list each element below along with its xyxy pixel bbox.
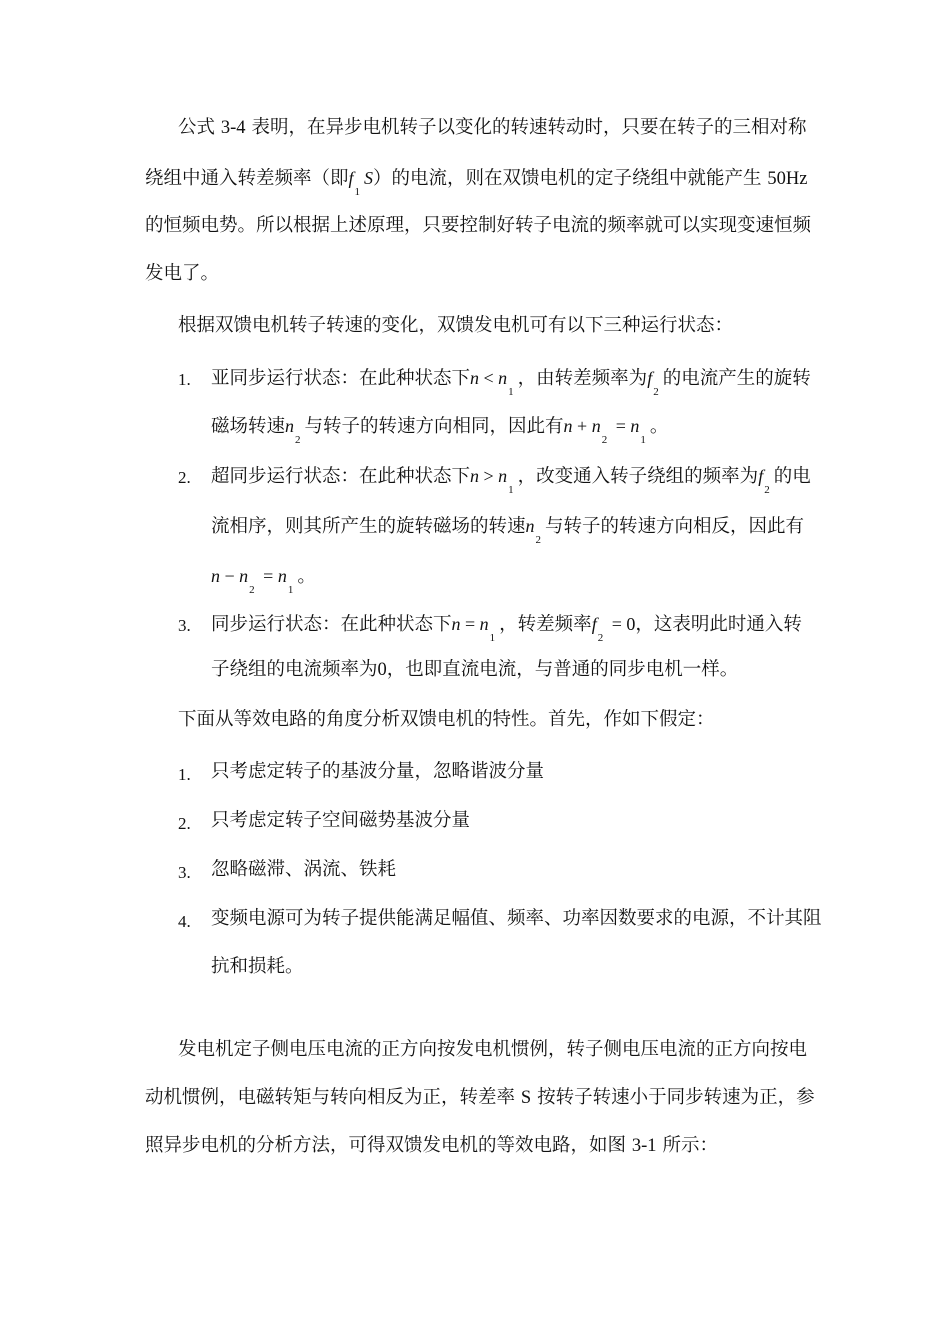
list-number: 4. xyxy=(178,912,191,931)
para4-text: 所示： xyxy=(656,1135,718,1156)
para4-text: 照异步电机的分析方法，可得双馈发电机的等效电路，如图 xyxy=(145,1135,632,1156)
state3-line2 xyxy=(211,658,738,682)
math-n: n xyxy=(563,416,573,436)
math-n: n xyxy=(525,516,535,536)
math-f: f xyxy=(758,466,764,486)
state1-text: 与转子的转速方向相同，因此有 xyxy=(304,416,564,437)
para4-text: 发电机定子侧电压电流的正方向按发电机惯例，转子侧电压电流的正方向按电 xyxy=(178,1039,808,1060)
frequency-value: 50Hz xyxy=(767,169,808,189)
math-n: n xyxy=(630,416,640,436)
list-number: 3. xyxy=(178,863,191,882)
math-n: n xyxy=(470,466,480,486)
assumption-4-cont xyxy=(211,955,304,979)
para1-line4 xyxy=(145,262,219,286)
para1-text: ）的电流，则在双馈电机的定子绕组中就能产生 xyxy=(373,168,768,189)
figure-ref: 3-1 xyxy=(631,1136,657,1156)
state2-text: 的电 xyxy=(773,466,811,487)
math-sub: 1 xyxy=(508,386,514,398)
list-number: 1. xyxy=(178,765,191,784)
list-number: 3. xyxy=(178,616,191,635)
state3-line1 xyxy=(211,612,802,644)
math-operator: = xyxy=(611,416,631,436)
math-operator: = 0 xyxy=(607,614,636,634)
state1-text: 亚同步运行状态：在此种状态下 xyxy=(211,368,471,389)
para1-text: 公式 xyxy=(178,117,221,138)
state1-text: 。 xyxy=(649,416,669,437)
math-sub: 2 xyxy=(597,632,604,644)
math-operator: > xyxy=(479,466,499,486)
para1-line3 xyxy=(145,214,811,238)
para1-text: 的恒频电势。所以根据上述原理，只要控制好转子电流的频率就可以实现变速恒频 xyxy=(145,215,812,236)
state1-line2 xyxy=(211,414,669,446)
para4-line3 xyxy=(145,1134,718,1158)
math-sub: 2 xyxy=(653,386,659,398)
para3-text: 下面从等效电路的角度分析双馈电机的特性。首先，作如下假定： xyxy=(178,709,715,730)
list-number: 1. xyxy=(178,370,191,389)
math-f: f xyxy=(348,168,354,188)
state3-text: ，转差频率 xyxy=(499,614,592,635)
math-sub: 1 xyxy=(640,434,646,446)
state2-line2 xyxy=(211,514,805,546)
math-sub: 2 xyxy=(601,434,608,446)
math-n: n xyxy=(451,614,461,634)
assumption-1 xyxy=(211,760,544,784)
para1-line1 xyxy=(178,116,806,140)
math-n: n xyxy=(285,416,295,436)
assumption-text: 只考虑定转子空间磁势基波分量 xyxy=(211,810,471,831)
math-s: S xyxy=(364,168,374,188)
para1-text: 表明，在异步电机转子以变化的转速转动时，只要在转子的三相对称 xyxy=(245,117,807,138)
para2-text: 根据双馈电机转子转速的变化，双馈发电机可有以下三种运行状态： xyxy=(178,315,734,336)
math-n: n xyxy=(211,566,220,586)
math-sub: 2 xyxy=(249,584,255,596)
state2-text: 流相序，则其所产生的旋转磁场的转速 xyxy=(211,516,526,537)
math-operator: + xyxy=(572,416,592,436)
para4-line2 xyxy=(145,1086,815,1110)
math-sub: 2 xyxy=(764,484,770,496)
math-n: n xyxy=(498,368,508,388)
para4-text: 按转子转速小于同步转速为正，参 xyxy=(531,1087,815,1108)
para3 xyxy=(178,708,715,732)
assumption-2 xyxy=(211,809,470,833)
state1-text: 的电流产生的旋转 xyxy=(662,368,811,389)
math-n: n xyxy=(479,614,489,634)
assumption-3 xyxy=(211,858,396,882)
math-n: n xyxy=(277,566,287,586)
state2-text: 。 xyxy=(297,566,316,587)
assumption-text: 只考虑定转子的基波分量，忽略谐波分量 xyxy=(211,761,545,782)
state1-text: 磁场转速 xyxy=(211,416,286,437)
slip-symbol: S xyxy=(520,1088,532,1108)
para2 xyxy=(178,314,733,338)
math-sub: 1 xyxy=(287,584,294,596)
assumption-text: 抗和损耗。 xyxy=(211,956,304,977)
math-n: n xyxy=(591,416,601,436)
math-f: f xyxy=(647,368,653,388)
math-operator: = xyxy=(460,614,480,634)
state3-text: 同步运行状态：在此种状态下 xyxy=(211,614,452,635)
state3-text: ，这表明此时通入转 xyxy=(635,614,802,635)
math-operator: = xyxy=(258,566,278,586)
math-sub: 2 xyxy=(295,434,301,446)
state2-text: 超同步运行状态：在此种状态下 xyxy=(211,466,471,487)
assumption-4 xyxy=(211,907,822,931)
state1-line1 xyxy=(211,366,811,398)
para1-text: 绕组中通入转差频率（即 xyxy=(145,168,349,189)
zero-value: 0 xyxy=(377,660,387,680)
state2-text: 与转子的转速方向相反，因此有 xyxy=(545,516,805,537)
para1-text: 发电了。 xyxy=(145,263,220,284)
math-sub: 2 xyxy=(535,534,542,546)
math-operator: < xyxy=(479,368,499,388)
math-n: n xyxy=(239,566,249,586)
list-number: 2. xyxy=(178,814,191,833)
math-sub: 1 xyxy=(489,632,496,644)
state1-text: ，由转差频率为 xyxy=(517,368,648,389)
math-n: n xyxy=(498,466,508,486)
math-n: n xyxy=(470,368,480,388)
assumption-text: 变频电源可为转子提供能满足幅值、频率、功率因数要求的电源，不计其阻 xyxy=(211,908,822,929)
assumption-text: 忽略磁滞、涡流、铁耗 xyxy=(211,859,397,880)
math-sub: 1 xyxy=(508,484,514,496)
para4-text: 动机惯例，电磁转矩与转向相反为正，转差率 xyxy=(145,1087,521,1108)
math-sub: 1 xyxy=(354,186,361,198)
state2-line3 xyxy=(211,564,316,596)
state3-text: ，也即直流电流，与普通的同步电机一样。 xyxy=(386,659,739,680)
math-operator: − xyxy=(220,566,240,586)
state3-text: 子绕组的电流频率为 xyxy=(211,659,378,680)
list-number: 2. xyxy=(178,468,191,487)
math-f: f xyxy=(591,614,597,634)
para4-line1 xyxy=(178,1038,807,1062)
state2-line1 xyxy=(211,464,811,496)
formula-ref: 3-4 xyxy=(220,118,246,138)
para1-line2 xyxy=(145,166,808,198)
state2-text: ，改变通入转子绕组的频率为 xyxy=(517,466,759,487)
